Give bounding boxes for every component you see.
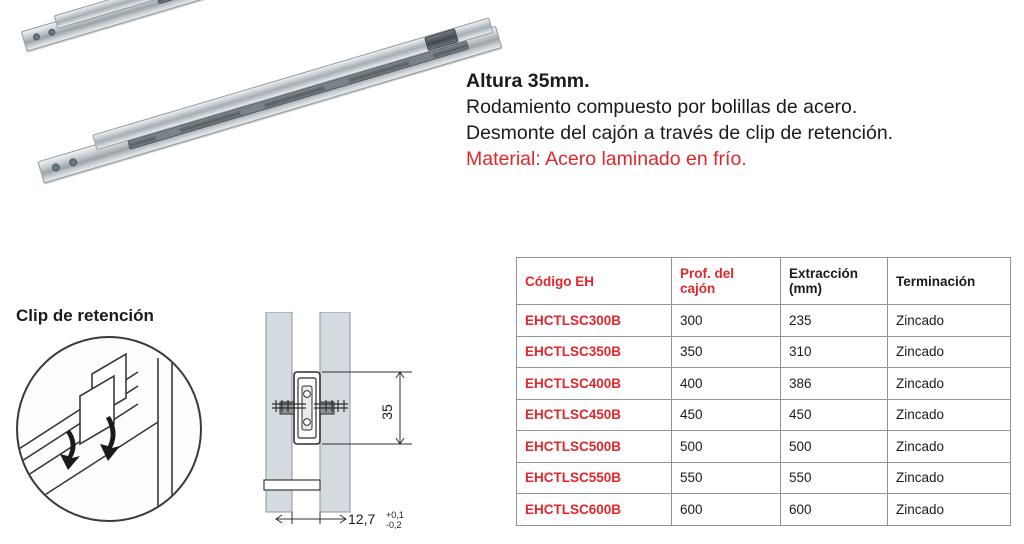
cell-depth: 400	[672, 368, 781, 400]
clip-detail-svg	[18, 338, 200, 520]
cell-finish: Zincado	[888, 368, 1011, 400]
cell-code: EHCTLSC500B	[517, 431, 672, 463]
table-header-depth-line1: Prof. del	[680, 266, 735, 281]
cell-extraction: 600	[781, 494, 888, 526]
table-header-extraction	[781, 258, 888, 305]
product-table	[516, 257, 1011, 526]
spec-line-height: Altura 35mm.	[466, 70, 590, 92]
cell-depth: 500	[672, 431, 781, 463]
cell-code: EHCTLSC550B	[517, 462, 672, 494]
cell-extraction: 550	[781, 462, 888, 494]
cross-section-drawing	[262, 312, 492, 534]
cell-depth: 550	[672, 462, 781, 494]
cross-section-svg	[262, 312, 492, 534]
table-header-extraction-line2: (mm)	[789, 281, 822, 296]
spec-line-bearing: Rodamiento compuesto por bolillas de acero.	[466, 96, 858, 118]
table-row	[517, 431, 1011, 463]
cell-code: EHCTLSC400B	[517, 368, 672, 400]
cell-extraction: 450	[781, 399, 888, 431]
cell-finish: Zincado	[888, 305, 1011, 337]
table-row	[517, 368, 1011, 400]
cell-finish: Zincado	[888, 336, 1011, 368]
specification-text-block	[466, 68, 1014, 172]
cell-depth: 300	[672, 305, 781, 337]
spec-line-dismount: Desmonte del cajón a través de clip de retención.	[466, 122, 894, 144]
table-row	[517, 494, 1011, 526]
clip-retention-section	[16, 306, 252, 522]
cell-extraction: 235	[781, 305, 888, 337]
cell-extraction: 310	[781, 336, 888, 368]
drawer-slide-lower	[34, 15, 503, 192]
cell-extraction: 386	[781, 368, 888, 400]
table-header-row	[517, 258, 1011, 305]
cell-depth: 600	[672, 494, 781, 526]
dimension-tolerance-minus: -0,2	[386, 520, 402, 530]
spec-line-material: Material: Acero laminado en frío.	[466, 148, 747, 170]
slide-ball-bearing-track	[156, 0, 477, 4]
table-body	[517, 305, 1011, 526]
table-header-depth-line2: cajón	[680, 281, 716, 296]
cell-depth: 450	[672, 399, 781, 431]
dimension-width-label: 12,7	[348, 511, 376, 527]
cell-finish: Zincado	[888, 462, 1011, 494]
table-header-code-line1: Código EH	[525, 273, 594, 289]
table-header-code	[517, 258, 672, 305]
cell-code: EHCTLSC350B	[517, 336, 672, 368]
cell-finish: Zincado	[888, 431, 1011, 463]
product-photo	[0, 0, 450, 290]
table-row	[517, 305, 1011, 337]
cell-finish: Zincado	[888, 494, 1011, 526]
table-header-depth	[672, 258, 781, 305]
cell-finish: Zincado	[888, 399, 1011, 431]
cell-depth: 350	[672, 336, 781, 368]
cell-code: EHCTLSC450B	[517, 399, 672, 431]
cell-code: EHCTLSC600B	[517, 494, 672, 526]
clip-detail-illustration	[16, 336, 202, 522]
table-row	[517, 462, 1011, 494]
clip-section-title: Clip de retención	[16, 306, 154, 325]
table-header-finish	[888, 258, 1011, 305]
table-header	[517, 258, 1011, 305]
table-header-finish-line1: Terminación	[896, 273, 976, 289]
cell-extraction: 500	[781, 431, 888, 463]
product-table-wrapper	[516, 257, 1011, 526]
dimension-height-label: 35	[379, 404, 395, 420]
cell-code: EHCTLSC300B	[517, 305, 672, 337]
table-header-extraction-line1: Extracción	[789, 266, 859, 281]
dimension-tolerance-plus: +0,1	[386, 510, 404, 520]
table-row	[517, 399, 1011, 431]
table-row	[517, 336, 1011, 368]
